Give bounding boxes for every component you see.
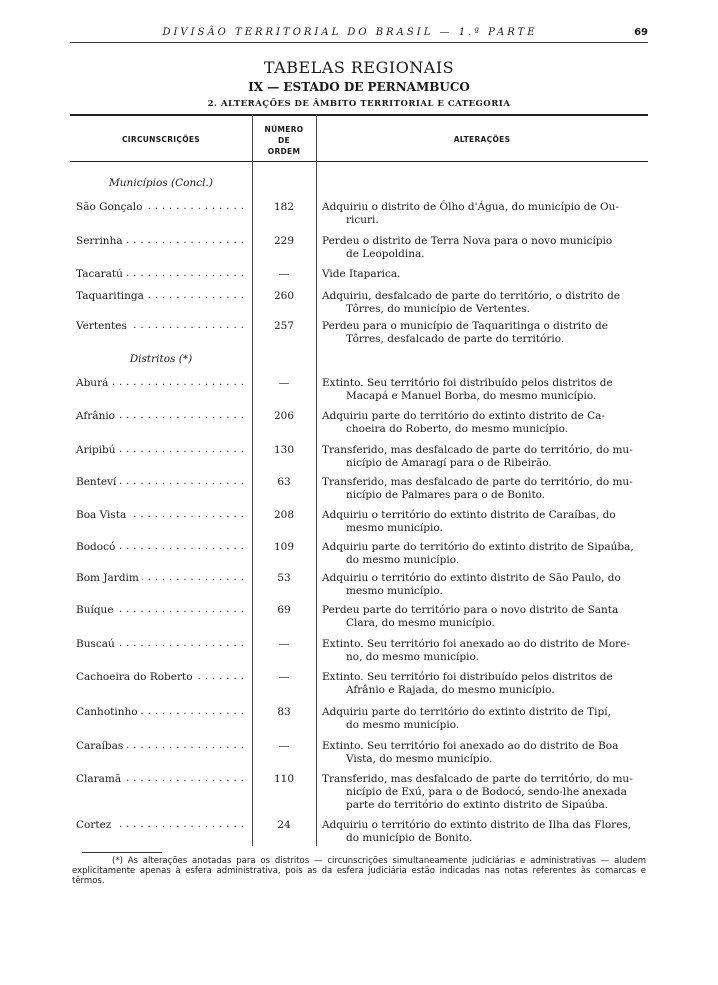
row-alteration (322, 773, 640, 812)
alteration-line: Adquiriu o território do extinto distrito de São Paulo, do (322, 572, 621, 584)
state-title: IX — ESTADO DE PERNAMBUCO (248, 80, 470, 94)
row-alteration (322, 320, 640, 346)
row-number: 24 (277, 819, 291, 831)
alteration-line: Adquiriu o distrito de Ôlho d'Água, do município de Ou- (322, 201, 619, 213)
row-number: 83 (277, 706, 291, 718)
row-name: Cachoeira do Roberto . . . (76, 671, 246, 683)
alteration-line: Perdeu o distrito de Terra Nova para o novo município (322, 235, 613, 247)
row-alteration (322, 572, 640, 598)
alteration-line: Vista, do mesmo município. (346, 753, 493, 765)
row-name: Buíque . . . (76, 604, 246, 616)
row-number: 257 (273, 320, 295, 332)
alteration-line: Adquiriu parte do território do extinto distrito de Sipaúba, (322, 541, 634, 553)
alterations-table (70, 114, 648, 846)
row-name: Canhotinho . . . (76, 706, 246, 718)
alteration-line: Adquiriu parte do território do extinto distrito de Tipí, (322, 706, 611, 718)
row-alteration (322, 509, 640, 535)
row-alteration (322, 706, 640, 732)
column-header-numero (252, 124, 316, 157)
alteration-line: Transferido, mas desfalcado de parte do território, do mu- (322, 773, 633, 785)
alteration-line: Vide Itaparica. (322, 268, 401, 280)
alteration-line: Perdeu parte do território para o novo distrito de Santa (322, 604, 619, 616)
alteration-line: mesmo município. (346, 522, 443, 534)
row-number: 182 (273, 201, 295, 213)
row-name: Claramã . . . (76, 773, 246, 785)
row-alteration (322, 740, 640, 766)
row-alteration (322, 541, 640, 567)
row-number: 206 (273, 410, 295, 422)
row-number: — (278, 377, 290, 389)
alteration-line: nicípio de Exú, para o de Bodocó, sendo-lhe anexada (346, 786, 627, 798)
row-number: 110 (273, 773, 295, 785)
alteration-line: mesmo município. (346, 585, 443, 597)
table-header-rule (70, 161, 648, 162)
alteration-line: nicípio de Palmares para o de Bonito. (346, 489, 546, 501)
alteration-line: Adquiriu o território do extinto distrito de Caraíbas, do (322, 509, 616, 521)
row-alteration (322, 444, 640, 470)
row-name: Boa Vista . . . (76, 509, 246, 521)
row-number: 53 (277, 572, 291, 584)
alteration-line: do município de Bonito. (346, 832, 473, 844)
alteration-line: no, do mesmo município. (346, 651, 479, 663)
row-number: — (278, 638, 290, 650)
row-name: Bodocó . . . (76, 541, 246, 553)
row-alteration (322, 819, 640, 845)
row-alteration (322, 410, 640, 436)
column-header-circunscricoes: CIRCUNSCRIÇÕES (121, 135, 201, 144)
alteration-line: Tôrres, do município de Vertentes. (346, 303, 530, 315)
alteration-line: Extinto. Seu território foi anexado ao do distrito de Boa (322, 740, 619, 752)
alteration-line: ricuri. (346, 214, 379, 226)
alteration-line: do mesmo município. (346, 554, 460, 566)
main-title: TABELAS REGIONAIS (263, 58, 455, 77)
alteration-line: Macapá e Manuel Borba, do mesmo município. (346, 390, 597, 402)
header-rule (70, 42, 648, 43)
row-alteration (322, 476, 640, 502)
alteration-line: Tôrres, desfalcado de parte do território. (346, 333, 565, 345)
column-header-numero-line: DE (278, 136, 290, 145)
alteration-line: Afrânio e Rajada, do mesmo município. (346, 684, 555, 696)
row-name: Cortez . . . (76, 819, 246, 831)
alteration-line: Extinto. Seu território foi anexado ao do distrito de More- (322, 638, 630, 650)
table-top-rule (70, 114, 648, 116)
row-name: Aburá . . . (76, 377, 246, 389)
row-alteration (322, 201, 640, 227)
alteration-line: do mesmo município. (346, 719, 460, 731)
row-number: 109 (273, 541, 295, 553)
alteration-line: Extinto. Seu território foi distribuído pelos distritos de (322, 671, 613, 683)
column-divider (316, 114, 317, 846)
alteration-line: Perdeu para o município de Taquaritinga o distrito de (322, 320, 608, 332)
alteration-line: Clara, do mesmo município. (346, 617, 495, 629)
row-name: Aripibú . . . (76, 444, 246, 456)
alteration-line: parte do território do extinto distrito de Sipaúba. (346, 799, 609, 811)
row-number: 229 (273, 235, 295, 247)
footnote: (*) As alterações anotadas para os distritos — circunscrições simultaneamente judiciárias e administrativas — aludem explicitamente apenas à esfera administrativa, pois as da esfera judiciária estão indicadas nas notas referentes às comarcas e têrmos. (72, 856, 646, 886)
alteration-line: Adquiriu parte do território do extinto distrito de Ca- (322, 410, 605, 422)
section-municipios: Municípios (Concl.) (109, 177, 213, 189)
row-name: Vertentes . . . (76, 320, 246, 332)
alteration-line: Transferido, mas desfalcado de parte do território, do mu- (322, 476, 633, 488)
alteration-line: Adquiriu o território do extinto distrito de Ilha das Flores, (322, 819, 632, 831)
row-number: 260 (273, 290, 295, 302)
row-alteration (322, 638, 640, 664)
row-name: Taquaritinga . . . (76, 290, 246, 302)
running-title: DIVISÃO TERRITORIAL DO BRASIL — 1.ª PARTE (162, 27, 538, 38)
footnote-rule (82, 852, 162, 853)
alteration-line: Adquiriu, desfalcado de parte do território, o distrito de (322, 290, 621, 302)
row-name: Afrânio . . . (76, 410, 246, 422)
row-number: 208 (273, 509, 295, 521)
row-name: São Gonçalo . . . (76, 201, 246, 213)
row-number: — (278, 671, 290, 683)
alteration-line: nicípio de Amaragí para o de Ribeirão. (346, 457, 552, 469)
row-alteration (322, 604, 640, 630)
page-number: 69 (634, 27, 648, 38)
row-name: Serrinha . . . (76, 235, 246, 247)
row-number: 130 (273, 444, 295, 456)
column-header-numero-line: ORDEM (267, 147, 301, 156)
alteration-line: de Leopoldina. (346, 248, 425, 260)
row-number: — (278, 268, 290, 280)
column-header-alteracoes: ALTERAÇÕES (453, 135, 511, 144)
row-name: Caraíbas . . . (76, 740, 246, 752)
row-alteration (322, 235, 640, 261)
alteration-line: Extinto. Seu território foi distribuído pelos distritos de (322, 377, 613, 389)
row-alteration (322, 377, 640, 403)
row-alteration (322, 290, 640, 316)
row-number: 69 (277, 604, 291, 616)
alteration-line: Transferido, mas desfalcado de parte do território, do mu- (322, 444, 633, 456)
row-name: Tacaratú . . . (76, 268, 246, 280)
alteration-line: choeira do Roberto, do mesmo município. (346, 423, 569, 435)
row-name: Benteví . . . (76, 476, 246, 488)
section-title: 2. ALTERAÇÕES DE ÂMBITO TERRITORIAL E CATEGORIA (207, 99, 511, 109)
row-name: Bom Jardim . . . (76, 572, 246, 584)
row-alteration (322, 671, 640, 697)
row-number: — (278, 740, 290, 752)
section-distritos: Distritos (*) (129, 353, 193, 365)
row-name: Buscaú . . . (76, 638, 246, 650)
running-head (70, 26, 648, 42)
row-number: 63 (277, 476, 291, 488)
row-alteration (322, 268, 640, 281)
column-header-numero-line: NÚMERO (264, 125, 304, 134)
